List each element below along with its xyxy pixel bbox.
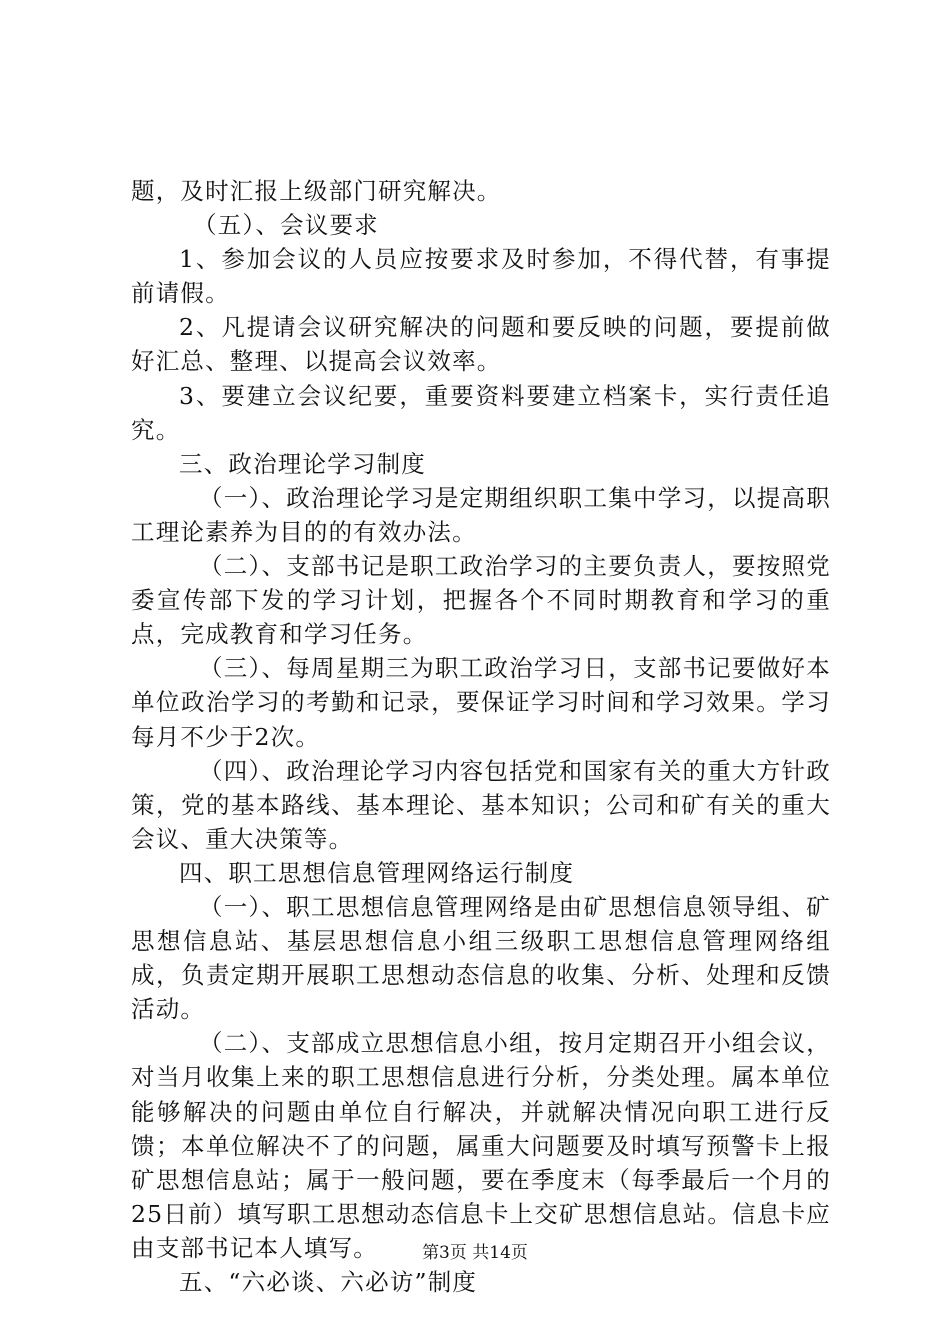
paragraph-item: （一）、职工思想信息管理网络是由矿思想信息领导组、矿思想信息站、基层思想信息小组三级职工思想信息管理网络组成，负责定期开展职工思想动态信息的收集、分析、处理和反馈活动。 [131, 892, 831, 1024]
paragraph-item: （四）、政治理论学习内容包括党和国家有关的重大方针政策，党的基本路线、基本理论、基本知识；公司和矿有关的重大会议、重大决策等。 [131, 756, 831, 853]
subsection-heading: （五）、会议要求 [193, 211, 379, 240]
paragraph-item: （三）、每周星期三为职工政治学习日，支部书记要做好本单位政治学习的考勤和记录，要保证学习时间和学习效果。学习每月不少于2次。 [131, 654, 831, 751]
section-heading: 五、“六必谈、六必访”制度 [179, 1268, 478, 1296]
page-footer: 第3页 共14页 [422, 1243, 528, 1263]
paragraph-item: 1、参加会议的人员应按要求及时参加，不得代替，有事提前请假。 [131, 245, 831, 308]
paragraph-item: （二）、支部成立思想信息小组，按月定期召开小组会议，对当月收集上来的职工思想信息进行分析，分类处理。属本单位能够解决的问题由单位自行解决，并就解决情况向职工进行反馈；本单位解决不了的问题，属重大问题要及时填写预警卡上报矿思想信息站；属于一般问题，要在季度末（每季最后一个月的25日前）填写职工思想动态信息卡上交矿思想信息站。信息卡应由支部书记本人填写。 [131, 1029, 831, 1262]
paragraph-continuation: 题，及时汇报上级部门研究解决。 [131, 177, 502, 205]
paragraph-item: （二）、支部书记是职工政治学习的主要负责人，要按照党委宣传部下发的学习计划，把握各个不同时期教育和学习的重点，完成教育和学习任务。 [131, 552, 831, 649]
paragraph-item: （一）、政治理论学习是定期组织职工集中学习，以提高职工理论素养为目的的有效办法。 [131, 483, 831, 546]
section-heading: 四、职工思想信息管理网络运行制度 [179, 858, 575, 887]
document-body [131, 174, 831, 1299]
paragraph-item: 3、要建立会议纪要，重要资料要建立档案卡，实行责任追究。 [131, 381, 831, 444]
paragraph-item: 2、凡提请会议研究解决的问题和要反映的问题，要提前做好汇总、整理、以提高会议效率。 [131, 313, 831, 376]
section-heading: 三、政治理论学习制度 [179, 449, 426, 478]
